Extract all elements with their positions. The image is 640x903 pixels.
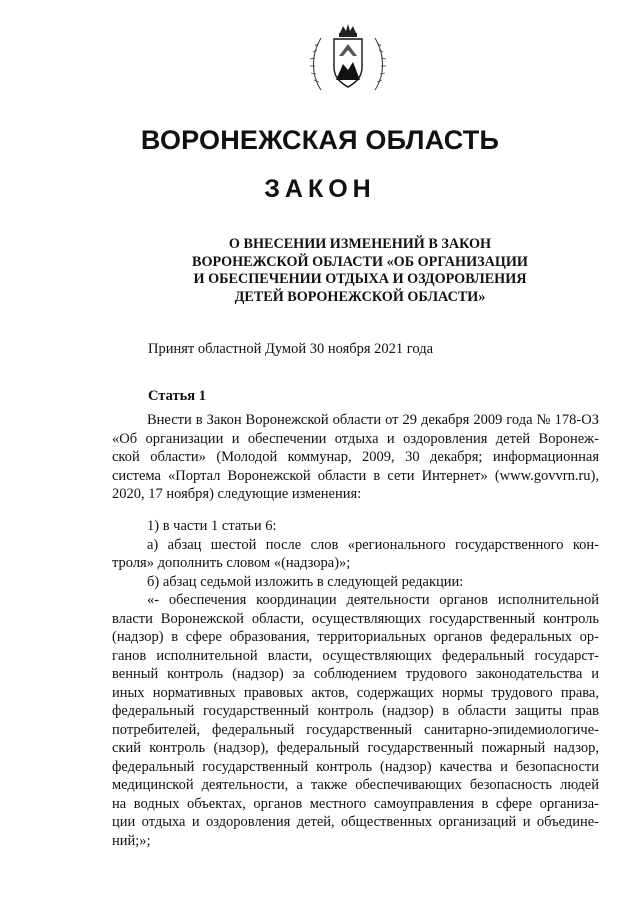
amendment-item: б) абзац седьмой изложить в следующей редакции: <box>147 573 464 590</box>
quoted-text-line: на водных объектах, органов местного самоуправления в сфере организа- <box>112 795 599 812</box>
paragraph-line: ской области» (Молодой коммунар, 2009, 30 декабря; информационная <box>112 449 599 465</box>
paragraph-line: 2020, 17 ноября) следующие изменения: <box>112 486 362 502</box>
quoted-text-line: ции отдыха и оздоровления детей, общественных организаций и объедине- <box>112 814 599 830</box>
adoption-date-line: Принят областной Думой 30 ноября 2021 года <box>148 341 434 357</box>
amendment-item: а) абзац шестой после слов «регионального государственного кон- <box>147 536 599 553</box>
law-title-line: О ВНЕСЕНИИ ИЗМЕНЕНИЙ В ЗАКОН <box>228 236 492 252</box>
quoted-text-line: «- обеспечения координации деятельности органов исполнительной <box>147 592 599 608</box>
law-title-line: ДЕТЕЙ ВОРОНЕЖСКОЙ ОБЛАСТИ» <box>234 288 486 305</box>
paragraph-line: система «Портал Воронежской области в сети Интернет» (www.govvrn.ru), <box>112 467 599 484</box>
quoted-text-line: иных нормативных правовых актов, содержащих нормы трудового права, <box>112 684 599 701</box>
paragraph-line: троля» дополнить словом «(надзора)»; <box>112 555 351 571</box>
quoted-text-line: потребителей, федеральный государственный санитарно-эпидемиологиче- <box>112 721 599 738</box>
quoted-text-line: федеральный государственный контроль (надзор) качества и безопасности <box>112 758 599 775</box>
quoted-text-line: ский контроль (надзор), федеральный государственный пожарный надзор, <box>112 740 599 756</box>
law-title-line: ВОРОНЕЖСКОЙ ОБЛАСТИ «ОБ ОРГАНИЗАЦИИ <box>192 253 528 270</box>
amendment-item: 1) в части 1 статьи 6: <box>147 518 277 534</box>
quoted-text-line: венный контроль (надзор) за соблюдением трудового законодательства и <box>112 666 599 682</box>
paragraph-line: Внести в Закон Воронежской области от 29 декабря 2009 года № 178-ОЗ <box>147 412 599 428</box>
voronezh-coat-of-arms-icon <box>303 20 393 100</box>
paragraph-line: «Об организации и обеспечении отдыха и оздоровления детей Воронеж- <box>112 430 599 447</box>
region-title: ВОРОНЕЖСКАЯ ОБЛАСТЬ <box>140 125 500 155</box>
law-title <box>140 236 580 306</box>
law-title-line: И ОБЕСПЕЧЕНИИ ОТДЫХА И ОЗДОРОВЛЕНИЯ <box>193 271 527 287</box>
amendments-list <box>112 517 599 850</box>
document-type: ЗАКОН <box>264 175 376 203</box>
quoted-text-line: ганов исполнительной власти, осуществляющих федеральный государст- <box>112 647 599 664</box>
article-heading: Статья 1 <box>148 388 206 404</box>
quoted-text-line: власти Воронежской области, осуществляющих государственный контроль <box>112 610 599 627</box>
quoted-text-line: (надзор) в сфере образования, территориальных органов федеральных ор- <box>112 629 599 645</box>
quoted-text-line: ний;»; <box>112 832 151 849</box>
article-intro-paragraph <box>112 411 599 504</box>
quoted-text-line: федеральный государственный контроль (надзор) в области защиты прав <box>112 703 599 719</box>
quoted-text-line: медицинской деятельности, а также обеспечивающих безопасность людей <box>112 777 599 793</box>
